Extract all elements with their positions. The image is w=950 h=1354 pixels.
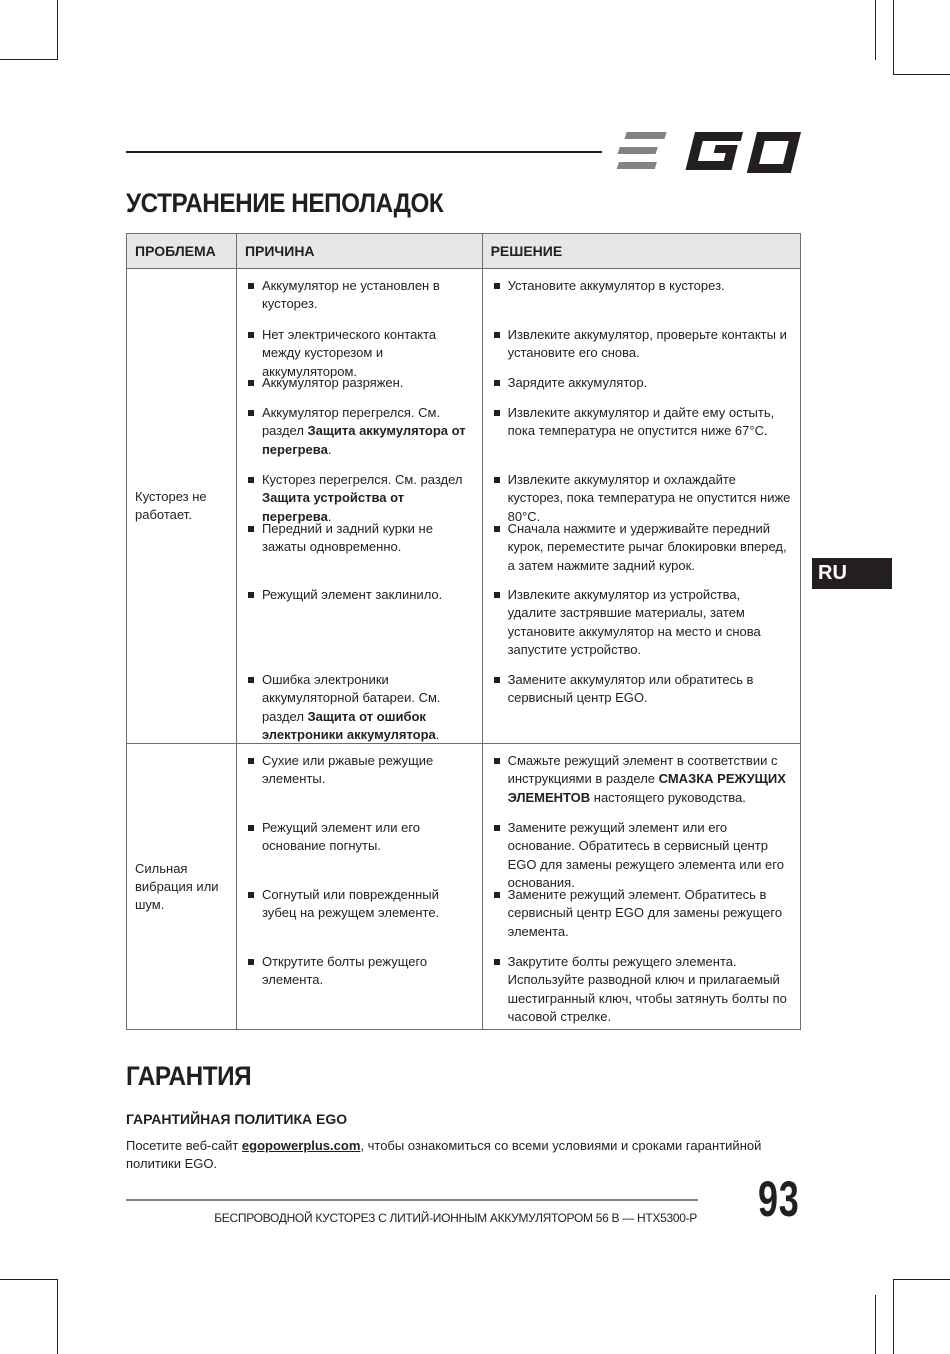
- cause-item: Передний и задний курки не зажаты одновременно.: [237, 520, 482, 586]
- crop-mark: [893, 0, 894, 75]
- warranty-title: ГАРАНТИЯ: [126, 1061, 252, 1091]
- warranty-link[interactable]: egopowerplus.com: [241, 1138, 361, 1153]
- page-number: 93: [758, 1171, 800, 1227]
- crop-mark: [875, 1295, 876, 1354]
- cause-item: Режущий элемент или его основание погнуты.: [237, 819, 482, 886]
- problem-cell: Кусторез не работает.: [127, 269, 237, 744]
- crop-mark: [875, 0, 876, 60]
- troubleshooting-table: [126, 233, 801, 1030]
- solution-item: Сначала нажмите и удерживайте передний курок, переместите рычаг блокировки вперед, а затем нажмите задний курок.: [483, 520, 800, 586]
- ego-logo: [616, 128, 802, 174]
- cause-item: Кусторез перегрелся. См. раздел Защита устройства от перегрева.: [237, 471, 482, 520]
- warranty-text: Посетите веб-сайт egopowerplus.com, чтобы ознакомиться со всеми условиями и сроками гарантийной политики EGO.: [126, 1138, 762, 1171]
- solution-item: Извлеките аккумулятор и охлаждайте кусторез, пока температура не опустится ниже 80°C.: [483, 471, 800, 520]
- solution-item: Зарядите аккумулятор.: [483, 374, 800, 404]
- solution-item: Установите аккумулятор в кусторез.: [483, 277, 800, 326]
- crop-mark: [893, 1279, 894, 1354]
- crop-mark: [893, 74, 950, 75]
- footer-product-name: БЕСПРОВОДНОЙ КУСТОРЕЗ С ЛИТИЙ-ИОННЫМ АККУМУЛЯТОРОМ 56 В — HTX5300-P: [214, 1211, 697, 1225]
- solution-item: Извлеките аккумулятор, проверьте контакты и установите его снова.: [483, 326, 800, 374]
- footer-rule: [126, 1199, 698, 1201]
- cause-item: Сухие или ржавые режущие элементы.: [237, 752, 482, 819]
- header-rule: [126, 151, 602, 153]
- language-tab: RU: [812, 558, 892, 589]
- cause-item: Аккумулятор перегрелся. См. раздел Защита аккумулятора от перегрева.: [237, 404, 482, 471]
- cause-item: Ошибка электроники аккумуляторной батареи. См. раздел Защита от ошибок электроники аккумулятора.: [237, 671, 482, 743]
- warranty-subtitle: ГАРАНТИЙНАЯ ПОЛИТИКА EGO: [126, 1111, 348, 1127]
- table-row: [127, 744, 801, 1030]
- cause-item: Нет электрического контакта между кусторезом и аккумулятором.: [237, 326, 482, 374]
- cause-item: Режущий элемент заклинило.: [237, 586, 482, 671]
- crop-mark: [0, 59, 58, 60]
- cause-item: Аккумулятор разряжен.: [237, 374, 482, 404]
- cause-item: Аккумулятор не установлен в кусторез.: [237, 277, 482, 326]
- solution-item: Смажьте режущий элемент в соответствии с инструкциями в разделе СМАЗКА РЕЖУЩИХ ЭЛЕМЕНТОВ настоящего руководства.: [483, 752, 800, 819]
- cause-item: Открутите болты режущего элемента.: [237, 953, 482, 1029]
- solution-item: Извлеките аккумулятор и дайте ему остыть, пока температура не опустится ниже 67°C.: [483, 404, 800, 471]
- crop-mark: [893, 1279, 950, 1280]
- solution-item: Замените режущий элемент. Обратитесь в сервисный центр EGO для замены режущего элемента.: [483, 886, 800, 953]
- problem-cell: Сильная вибрация или шум.: [127, 744, 237, 1030]
- header-problem: ПРОБЛЕМА: [127, 234, 237, 269]
- table-header-row: [127, 234, 801, 269]
- page-title: УСТРАНЕНИЕ НЕПОЛАДОК: [126, 188, 444, 218]
- solution-item: Замените аккумулятор или обратитесь в сервисный центр EGO.: [483, 671, 800, 743]
- header-solution: РЕШЕНИЕ: [482, 234, 800, 269]
- table-row: [127, 269, 801, 744]
- crop-mark: [57, 0, 58, 60]
- cause-cell: [236, 744, 482, 1030]
- crop-mark: [0, 1279, 58, 1280]
- solution-item: Извлеките аккумулятор из устройства, удалите застрявшие материалы, затем установите аккумулятор на место и снова запустите устройство.: [483, 586, 800, 671]
- solution-cell: [482, 744, 800, 1030]
- header-cause: ПРИЧИНА: [236, 234, 482, 269]
- solution-item: Замените режущий элемент или его основание. Обратитесь в сервисный центр EGO для замены режущего элемента или его основания.: [483, 819, 800, 886]
- cause-cell: [236, 269, 482, 744]
- crop-mark: [57, 1279, 58, 1354]
- solution-item: Закрутите болты режущего элемента. Используйте разводной ключ и прилагаемый шестигранный ключ, чтобы затянуть болты по часовой стрелке.: [483, 953, 800, 1029]
- solution-cell: [482, 269, 800, 744]
- cause-item: Согнутый или поврежденный зубец на режущем элементе.: [237, 886, 482, 953]
